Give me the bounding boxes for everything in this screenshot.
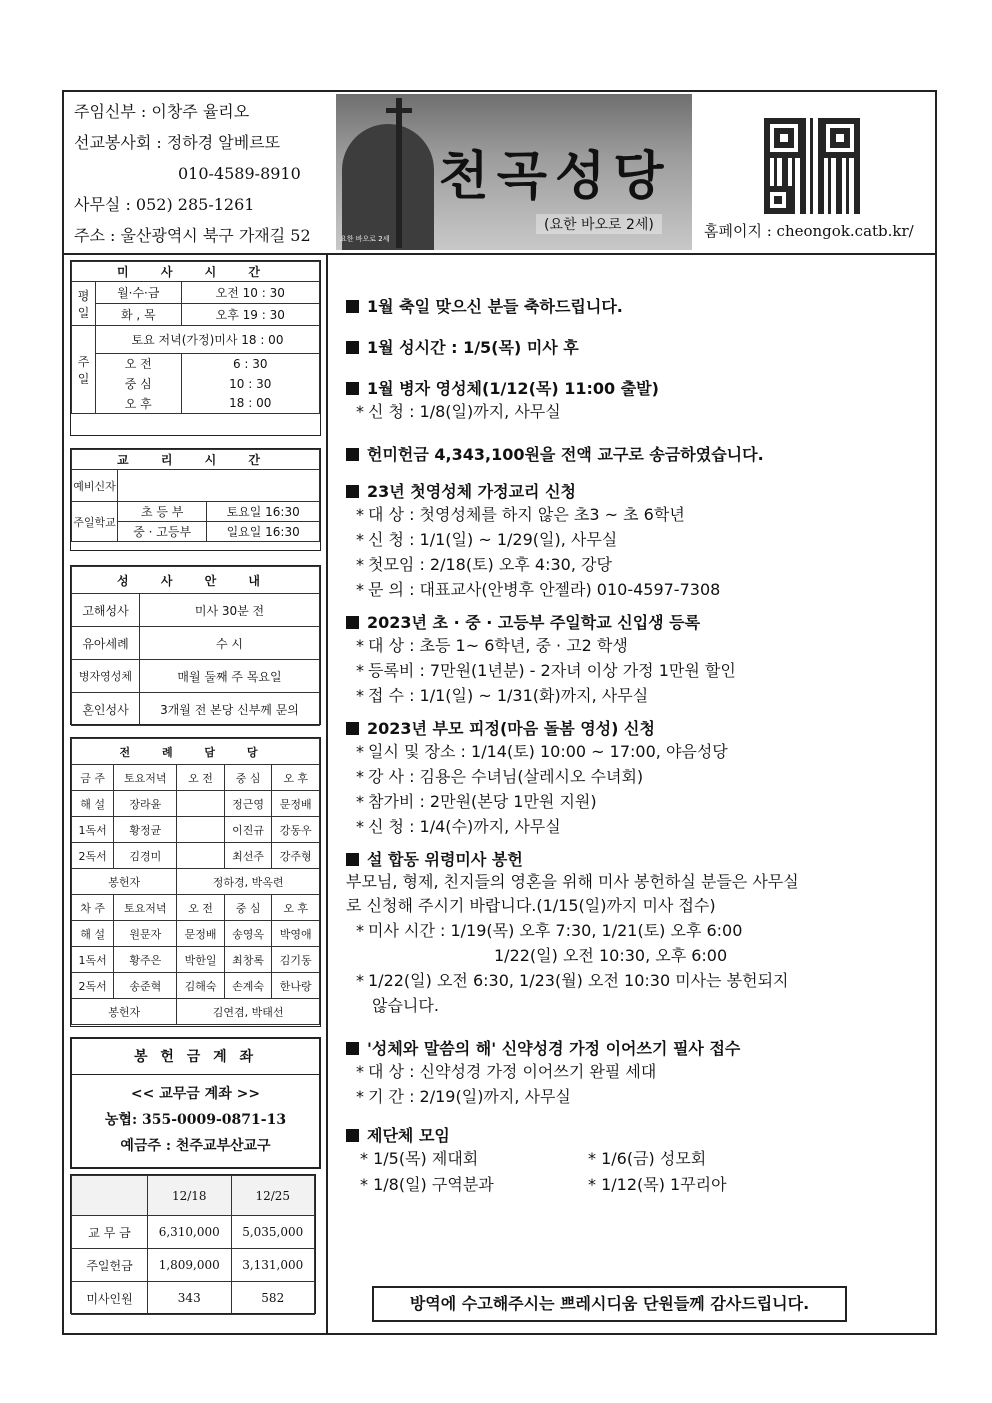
nw-offering: 김연겸, 박태선 (177, 999, 320, 1025)
nw-offering-label: 봉헌자 (72, 999, 177, 1025)
square-bullet-icon (346, 722, 359, 735)
tw-r1-c4: 정근영 (224, 791, 272, 817)
notice-10-item-a: * 1/5(목) 제대회 (360, 1149, 479, 1168)
finance-header-0 (72, 1176, 148, 1216)
sunday-row-3-label: 오 후 (96, 394, 182, 414)
notice-7-item-1: * 일시 및 장소 : 1/14(토) 10:00 ~ 17:00, 야음성당 (356, 742, 728, 761)
tw-r1-c2: 장라윤 (114, 791, 177, 817)
catechism-title: 교 리 시 간 (72, 450, 320, 470)
finance-r1-label: 교 무 금 (72, 1216, 148, 1249)
nw-r1-c3: 문정배 (177, 921, 225, 947)
sacrament-value-3: 매월 둘째 주 목요일 (140, 660, 320, 693)
nw-r2-c4: 최창록 (224, 947, 272, 973)
tw-r2-c3 (177, 817, 225, 843)
tw-header-4: 중 심 (224, 765, 272, 791)
sacrament-value-1: 미사 30분 전 (140, 594, 320, 627)
finance-r2-label: 주일헌금 (72, 1249, 148, 1282)
tw-header-1: 금 주 (72, 765, 114, 791)
notice-6: 2023년 초 · 중 · 고등부 주일학교 신입생 등록 (346, 610, 926, 633)
notice-8-item-1b: 1/22(일) 오전 10:30, 오후 6:00 (494, 946, 728, 965)
weekday-days-1: 월·수·금 (96, 282, 182, 304)
finance-box (70, 1174, 316, 1314)
sacrament-value-4: 3개월 전 본당 신부께 문의 (140, 693, 320, 726)
weekday-days-2: 화 , 목 (96, 304, 182, 326)
notice-10-item-b: * 1/6(금) 성모회 (588, 1149, 707, 1168)
cross-icon (386, 108, 412, 113)
finance-r2-v1: 1,809,000 (148, 1249, 232, 1282)
notice-5-item-1: * 대 상 : 첫영성체를 하지 않은 초3 ~ 초 6학년 (356, 505, 685, 524)
notice-10: 제단체 모임 (346, 1123, 926, 1146)
square-bullet-icon (346, 853, 359, 866)
notice-7-item-3: * 참가비 : 2만원(본당 1만원 지원) (356, 792, 597, 811)
nw-header-3: 오 전 (177, 895, 225, 921)
notice-9-item-2: * 기 간 : 2/19(일)까지, 사무실 (356, 1087, 571, 1106)
catechism-time-1: 토요일 16:30 (207, 502, 320, 522)
weekday-time-2: 오후 19 : 30 (181, 304, 319, 326)
liturgy-box (70, 737, 321, 1027)
pastor: 주임신부 : 이창주 율리오 (74, 102, 250, 121)
notice-3-item-1: * 신 청 : 1/8(일)까지, 사무실 (356, 402, 561, 421)
thanks-notice: 방역에 수고해주시는 쁘레시디움 단원들께 감사드립니다. (372, 1286, 847, 1322)
notice-1: 1월 축일 맞으신 분들 축하드립니다. (346, 294, 926, 317)
tw-r2-c4: 이진규 (224, 817, 272, 843)
sacrament-name-4: 혼인성사 (72, 693, 140, 726)
tw-header-2: 토요저녁 (114, 765, 177, 791)
bulletin-frame (62, 90, 937, 1335)
sunday-school-label: 주일학교 (72, 502, 118, 542)
notice-8-item-2: * 1/22(일) 오전 6:30, 1/23(월) 오전 10:30 미사는 봉헌되지 (356, 971, 789, 990)
account-box (70, 1037, 321, 1169)
header (64, 92, 935, 255)
square-bullet-icon (346, 1042, 359, 1055)
tw-r1-c1: 해 설 (72, 791, 114, 817)
finance-header-2: 12/25 (231, 1176, 315, 1216)
tw-r1-c3 (177, 791, 225, 817)
sunday-row-2-label: 중 심 (96, 374, 182, 394)
tw-offering: 정하경, 박옥련 (177, 869, 320, 895)
council-phone: 010-4589-8910 (178, 164, 301, 183)
nw-header-4: 중 심 (224, 895, 272, 921)
mass-times-title: 미 사 시 간 (72, 262, 320, 282)
finance-r2-v2: 3,131,000 (231, 1249, 315, 1282)
finance-r3-v2: 582 (231, 1282, 315, 1315)
finance-r1-v1: 6,310,000 (148, 1216, 232, 1249)
notice-8-item-2b: 않습니다. (372, 996, 439, 1015)
notice-7: 2023년 부모 피정(마음 돌봄 영성) 신청 (346, 716, 926, 739)
nw-r1-c5: 박영애 (272, 921, 320, 947)
nw-r2-c5: 김기동 (272, 947, 320, 973)
square-bullet-icon (346, 485, 359, 498)
notice-3: 1월 병자 영성체(1/12(목) 11:00 출발) (346, 376, 926, 399)
council: 선교봉사회 : 정하경 알베르또 (74, 133, 281, 152)
catechism-level-1: 초 등 부 (118, 502, 207, 522)
sunday-row-2-time: 10 : 30 (181, 374, 319, 394)
nw-r1-c4: 송영옥 (224, 921, 272, 947)
square-bullet-icon (346, 448, 359, 461)
sacraments-box (70, 565, 321, 725)
notice-10-item-d: * 1/12(목) 1꾸리아 (588, 1175, 727, 1194)
nw-r2-c1: 1독서 (72, 947, 114, 973)
sunday-row-1-time: 6 : 30 (181, 354, 319, 374)
tw-r3-c3 (177, 843, 225, 869)
tw-r3-c1: 2독서 (72, 843, 114, 869)
account-number: 농협: 355-0009-0871-13 (104, 1112, 287, 1128)
address: 주소 : 울산광역시 북구 가재길 52 (74, 226, 311, 245)
notice-9: '성체와 말씀의 해' 신약성경 가정 이어쓰기 필사 접수 (346, 1036, 926, 1059)
weekday-time-1: 오전 10 : 30 (181, 282, 319, 304)
notice-8-item-1: * 미사 시간 : 1/19(목) 오후 7:30, 1/21(토) 오후 6:00 (356, 921, 743, 940)
notice-6-item-2: * 등록비 : 7만원(1년분) - 2자녀 이상 가정 1만원 할인 (356, 661, 736, 680)
nw-r1-c1: 해 설 (72, 921, 114, 947)
sacrament-name-2: 유아세례 (72, 627, 140, 660)
notice-5-item-4: * 문 의 : 대표교사(안병후 안젤라) 010-4597-7308 (356, 580, 721, 599)
square-bullet-icon (346, 1129, 359, 1142)
sacrament-value-2: 수 시 (140, 627, 320, 660)
sacrament-name-3: 병자영성체 (72, 660, 140, 693)
church-name: 천곡성당 (438, 146, 672, 207)
sacrament-name-1: 고해성사 (72, 594, 140, 627)
staff-icon (396, 98, 402, 248)
office-phone: 사무실 : 052) 285-1261 (74, 195, 255, 214)
weekday-label: 평일 (72, 282, 96, 326)
square-bullet-icon (346, 300, 359, 313)
finance-r3-v1: 343 (148, 1282, 232, 1315)
account-holder: 예금주 : 천주교부산교구 (120, 1138, 271, 1154)
notice-8-para-1: 부모님, 형제, 친지들의 영혼을 위해 미사 봉헌하실 분들은 사무실 (346, 872, 799, 891)
tw-r2-c5: 강동우 (272, 817, 320, 843)
nw-header-5: 오 후 (272, 895, 320, 921)
catechism-level-2: 중 · 고등부 (118, 522, 207, 542)
notice-6-item-1: * 대 상 : 초등 1~ 6학년, 중 · 고2 학생 (356, 636, 628, 655)
banner-caption: 요한 바오로 2세 (340, 235, 390, 243)
notice-8: 설 합동 위령미사 봉헌 (346, 847, 926, 870)
sacraments-title: 성 사 안 내 (72, 567, 320, 594)
notice-8-para-2: 로 신청해 주시기 바랍니다.(1/15(일)까지 미사 접수) (346, 896, 716, 915)
patron-name: (요한 바오로 2세) (536, 214, 662, 234)
sunday-label: 주일 (72, 326, 96, 414)
nw-r2-c2: 황주은 (114, 947, 177, 973)
notice-7-item-4: * 신 청 : 1/4(수)까지, 사무실 (356, 817, 561, 836)
notice-9-item-1: * 대 상 : 신약성경 가정 이어쓰기 완필 세대 (356, 1062, 657, 1081)
tw-r2-c1: 1독서 (72, 817, 114, 843)
notice-2: 1월 성시간 : 1/5(목) 미사 후 (346, 335, 926, 358)
catechism-box (70, 448, 321, 551)
tw-r3-c4: 최선주 (224, 843, 272, 869)
sunday-row-3-time: 18 : 00 (181, 394, 319, 414)
notice-7-item-2: * 강 사 : 김용은 수녀님(살레시오 수녀회) (356, 767, 644, 786)
notice-5-item-3: * 첫모임 : 2/18(토) 오후 4:30, 강당 (356, 555, 612, 574)
nw-r3-c1: 2독서 (72, 973, 114, 999)
notice-10-item-c: * 1/8(일) 구역분과 (360, 1175, 494, 1194)
contact-info (74, 96, 334, 251)
notices (346, 294, 926, 1206)
nw-r3-c5: 한나랑 (272, 973, 320, 999)
mass-times-box (70, 260, 321, 436)
homepage-link[interactable]: 홈페이지 : cheongok.catb.kr/ (704, 222, 914, 240)
catechumen-label: 예비신자 (72, 470, 118, 502)
church-banner (336, 94, 692, 250)
nw-r3-c2: 송준혁 (114, 973, 177, 999)
nw-header-1: 차 주 (72, 895, 114, 921)
tw-r3-c2: 김경미 (114, 843, 177, 869)
nw-r3-c4: 손계숙 (224, 973, 272, 999)
notice-5: 23년 첫영성체 가정교리 신청 (346, 479, 926, 502)
square-bullet-icon (346, 341, 359, 354)
tw-header-5: 오 후 (272, 765, 320, 791)
column-divider (326, 255, 328, 1335)
pope-figure (342, 124, 434, 250)
account-line1: << 교무금 계좌 >> (130, 1086, 261, 1102)
nw-r1-c2: 원문자 (114, 921, 177, 947)
account-title: 봉 헌 금 계 좌 (72, 1039, 319, 1075)
notice-6-item-3: * 접 수 : 1/1(일) ~ 1/31(화)까지, 사무실 (356, 686, 649, 705)
notice-5-item-2: * 신 청 : 1/1(일) ~ 1/29(일), 사무실 (356, 530, 618, 549)
square-bullet-icon (346, 382, 359, 395)
notice-4: 헌미헌금 4,343,100원을 전액 교구로 송금하였습니다. (346, 442, 926, 465)
tw-header-3: 오 전 (177, 765, 225, 791)
tw-r3-c5: 강주형 (272, 843, 320, 869)
nw-header-2: 토요저녁 (114, 895, 177, 921)
tw-offering-label: 봉헌자 (72, 869, 177, 895)
catechism-time-2: 일요일 16:30 (207, 522, 320, 542)
nw-r3-c3: 김해숙 (177, 973, 225, 999)
finance-r1-v2: 5,035,000 (231, 1216, 315, 1249)
square-bullet-icon (346, 616, 359, 629)
nw-r2-c3: 박한일 (177, 947, 225, 973)
saturday-mass: 토요 저녁(가정)미사 18 : 00 (96, 326, 320, 354)
tw-r2-c2: 황정균 (114, 817, 177, 843)
liturgy-title: 전 례 담 당 (72, 739, 320, 765)
sunday-row-1-label: 오 전 (96, 354, 182, 374)
qr-code-icon[interactable] (764, 118, 860, 214)
finance-header-1: 12/18 (148, 1176, 232, 1216)
finance-r3-label: 미사인원 (72, 1282, 148, 1315)
tw-r1-c5: 문정배 (272, 791, 320, 817)
